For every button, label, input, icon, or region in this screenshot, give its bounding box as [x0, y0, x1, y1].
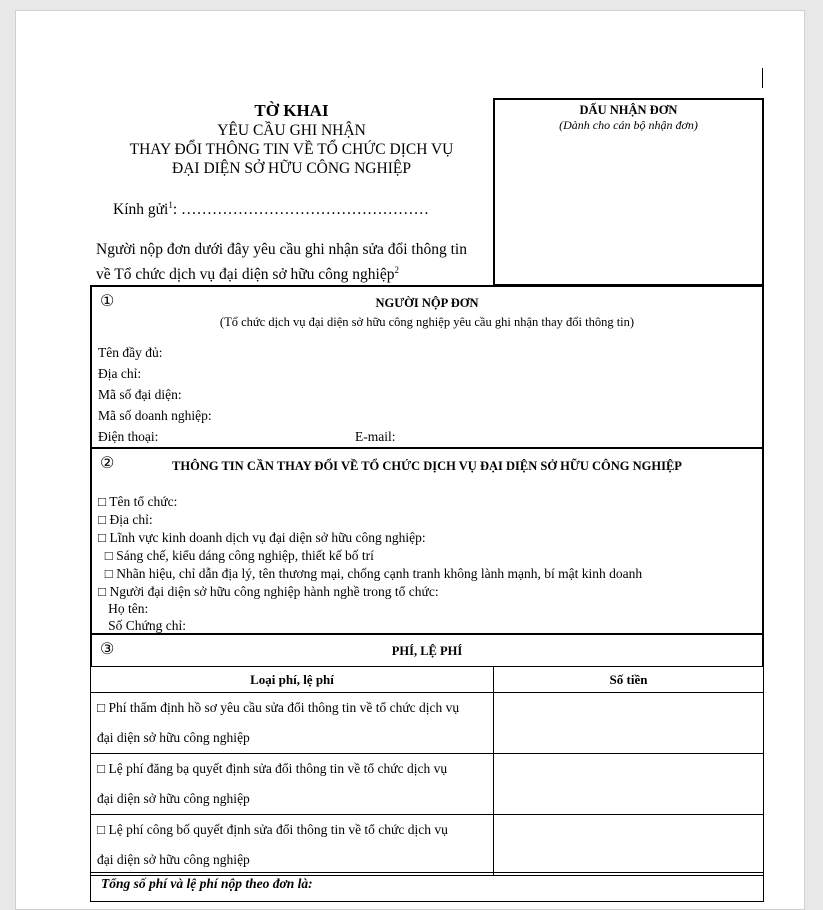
fee-type-cell[interactable]: [91, 693, 494, 754]
section-changes: [90, 447, 764, 635]
section-title: NGƯỜI NỘP ĐƠN: [375, 296, 479, 310]
stamp-title: DẤU NHẬN ĐƠN: [579, 103, 678, 117]
amount-cell[interactable]: [494, 815, 764, 876]
fee-label: □ Phí thẩm định hồ sơ yêu cầu sửa đổi thông tin về tổ chức dịch vụ: [97, 700, 460, 715]
section-number: ②: [100, 455, 115, 472]
field-phone[interactable]: Điện thoại:: [98, 429, 159, 444]
table-row: [91, 693, 764, 754]
request-line: về Tổ chức dịch vụ đại diện sở hữu công nghiệp: [96, 266, 395, 284]
fee-label: đại diện sở hữu công nghiệp: [97, 730, 250, 745]
fee-label: đại diện sở hữu công nghiệp: [97, 852, 250, 867]
field-full-name[interactable]: Tên đầy đủ:: [98, 345, 163, 360]
checkbox-org-name[interactable]: □ Tên tổ chức:: [98, 494, 178, 509]
stamp-note: (Dành cho cán bộ nhận đơn): [559, 118, 698, 132]
subtitle-line: THAY ĐỔI THÔNG TIN VỀ TỔ CHỨC DỊCH VỤ: [129, 141, 454, 158]
section-subtitle: (Tổ chức dịch vụ đại diện sở hữu công nghiệp yêu cầu ghi nhận thay đổi thông tin): [219, 315, 635, 329]
fee-label: □ Lệ phí đăng bạ quyết định sửa đổi thông tin về tổ chức dịch vụ: [97, 761, 448, 776]
column-header-amount: Số tiền: [494, 667, 764, 693]
table-header-row: [91, 667, 764, 693]
footnote-ref: 1: [168, 200, 173, 210]
section-number: ③: [100, 641, 115, 658]
receipt-stamp-box: [493, 98, 764, 286]
recipient-blank[interactable]: : …………………………………………: [172, 201, 430, 219]
form-title: TỜ KHAI: [254, 101, 329, 120]
field-certificate-number[interactable]: Số Chứng chỉ:: [98, 618, 186, 633]
recipient-label: Kính gửi: [113, 201, 169, 219]
checkbox-address[interactable]: □ Địa chỉ:: [98, 512, 153, 527]
checkbox-patents-designs[interactable]: □ Sáng chế, kiểu dáng công nghiệp, thiết kế bố trí: [98, 548, 374, 563]
field-rep-name[interactable]: Họ tên:: [98, 601, 149, 616]
fee-table: [90, 666, 764, 876]
section-title: THÔNG TIN CẦN THAY ĐỔI VỀ TỔ CHỨC DỊCH VỤ ĐẠI DIỆN SỞ HỮU CÔNG NGHIỆP: [172, 459, 682, 473]
checkbox-business-field[interactable]: □ Lĩnh vực kinh doanh dịch vụ đại diện sở hữu công nghiệp:: [98, 530, 426, 545]
section-title: PHÍ, LỆ PHÍ: [391, 644, 463, 658]
table-row: [91, 754, 764, 815]
section-applicant: [90, 285, 764, 448]
form-header: [90, 98, 493, 285]
table-row: [91, 815, 764, 876]
checkbox-trademarks[interactable]: □ Nhãn hiệu, chỉ dẫn địa lý, tên thương mại, chống cạnh tranh không lành mạnh, bí mật kinh doanh: [98, 566, 643, 581]
checkbox-representative[interactable]: □ Người đại diện sở hữu công nghiệp hành nghề trong tổ chức:: [98, 584, 439, 599]
fee-type-cell[interactable]: [91, 815, 494, 876]
recipient-line: [113, 200, 429, 219]
column-header-fee-type: Loại phí, lệ phí: [91, 667, 494, 693]
subtitle-line: ĐẠI DIỆN SỞ HỮU CÔNG NGHIỆP: [172, 160, 411, 177]
field-business-code[interactable]: Mã số doanh nghiệp:: [98, 408, 212, 423]
request-line: Người nộp đơn dưới đây yêu cầu ghi nhận sửa đổi thông tin: [96, 241, 467, 258]
section-fees: [90, 633, 764, 666]
fee-total-label: Tổng số phí và lệ phí nộp theo đơn là:: [90, 872, 764, 902]
amount-cell[interactable]: [494, 754, 764, 815]
subtitle-line: YÊU CẦU GHI NHẬN: [217, 122, 366, 139]
field-email[interactable]: E-mail:: [355, 429, 396, 444]
amount-cell[interactable]: [494, 693, 764, 754]
text-cursor: [762, 68, 763, 88]
section-number: ①: [100, 293, 115, 310]
field-representative-code[interactable]: Mã số đại diện:: [98, 387, 182, 402]
fee-label: đại diện sở hữu công nghiệp: [97, 791, 250, 806]
request-statement: [96, 240, 467, 285]
footnote-ref: 2: [394, 265, 399, 275]
fee-type-cell[interactable]: [91, 754, 494, 815]
field-address[interactable]: Địa chỉ:: [98, 366, 142, 381]
fee-label: □ Lệ phí công bố quyết định sửa đổi thông tin về tổ chức dịch vụ: [97, 822, 448, 837]
